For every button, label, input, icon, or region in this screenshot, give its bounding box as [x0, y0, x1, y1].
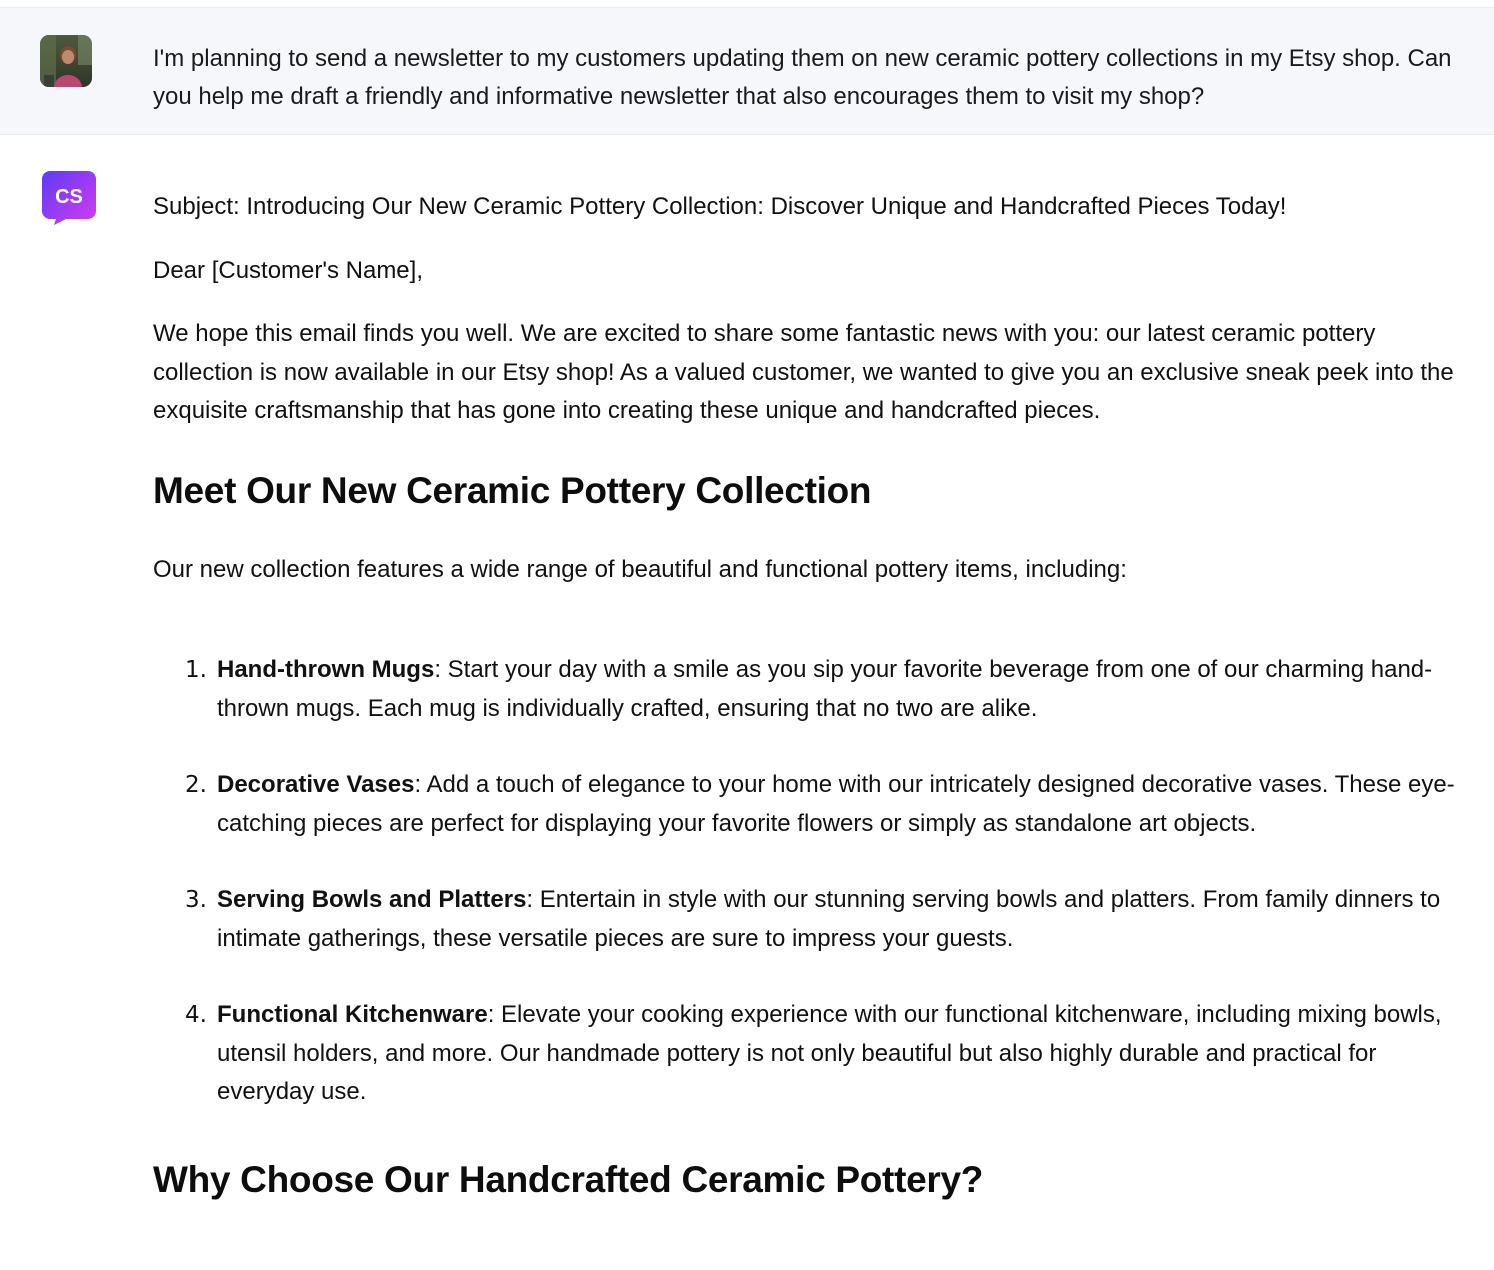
- list-item-number: 2.: [185, 772, 207, 798]
- list-item: [153, 881, 1473, 958]
- list-item-description: : Entertain in style with our stunning serving bowls and platters. From family dinners to intimate gatherings, these versatile pieces are sure to impress your guests.: [217, 886, 1441, 952]
- list-item-name: Hand-thrown Mugs: [217, 656, 435, 683]
- list-item-description: : Start your day with a smile as you sip your favorite beverage from one of our charming hand-thrown mugs. Each mug is individually crafted, ensuring that no two are alike.: [217, 656, 1433, 722]
- newsletter-intro: We hope this email finds you well. We are excited to share some fantastic news with you: our latest ceramic pottery collection is now available in our Etsy shop! As a valued customer, we wanted to give you an exclusive sneak peek into the exquisite craftsmanship that has gone into creating these unique and handcrafted pieces.: [153, 320, 1454, 424]
- list-item-name: Functional Kitchenware: [217, 1001, 488, 1028]
- list-item-number: 3.: [185, 887, 207, 913]
- list-item-description: : Elevate your cooking experience with our functional kitchenware, including mixing bowls, utensil holders, and more. Our handmade pottery is not only beautiful but also highly durable and practical for everyday use.: [217, 1001, 1442, 1105]
- list-item-name: Serving Bowls and Platters: [217, 886, 527, 913]
- assistant-response: [153, 188, 1473, 1202]
- collection-intro: Our new collection features a wide range of beautiful and functional pottery items, including:: [153, 555, 1127, 583]
- newsletter-greeting: Dear [Customer's Name],: [153, 256, 423, 284]
- list-item-name: Decorative Vases: [217, 771, 415, 798]
- list-item: [153, 651, 1473, 728]
- heading-why-choose: Why Choose Our Handcrafted Ceramic Pottery?: [153, 1158, 984, 1200]
- list-item: [153, 766, 1473, 843]
- user-message-text: I'm planning to send a newsletter to my customers updating them on new ceramic pottery collections in my Etsy shop. Can you help me draft a friendly and informative newsletter that also encourages them to visit my shop?: [153, 45, 1452, 110]
- assistant-avatar: [42, 171, 96, 225]
- copysmith-logo-icon: [42, 171, 96, 225]
- assistant-avatar-label: CS: [55, 186, 83, 208]
- list-item-number: 1.: [185, 657, 207, 683]
- list-item: [153, 996, 1473, 1112]
- collection-items-list: [153, 651, 1473, 1112]
- list-item-description: : Add a touch of elegance to your home with our intricately designed decorative vases. These eye-catching pieces are perfect for displaying your favorite flowers or simply as standalone art objects.: [217, 771, 1455, 837]
- user-avatar-photo-icon: [40, 35, 92, 87]
- newsletter-subject: Subject: Introducing Our New Ceramic Pottery Collection: Discover Unique and Handcrafted Pieces Today!: [153, 193, 1287, 220]
- heading-meet-collection: Meet Our New Ceramic Pottery Collection: [153, 469, 872, 511]
- user-avatar: [40, 35, 92, 87]
- user-message: [0, 7, 1494, 135]
- list-item-number: 4.: [185, 1002, 207, 1028]
